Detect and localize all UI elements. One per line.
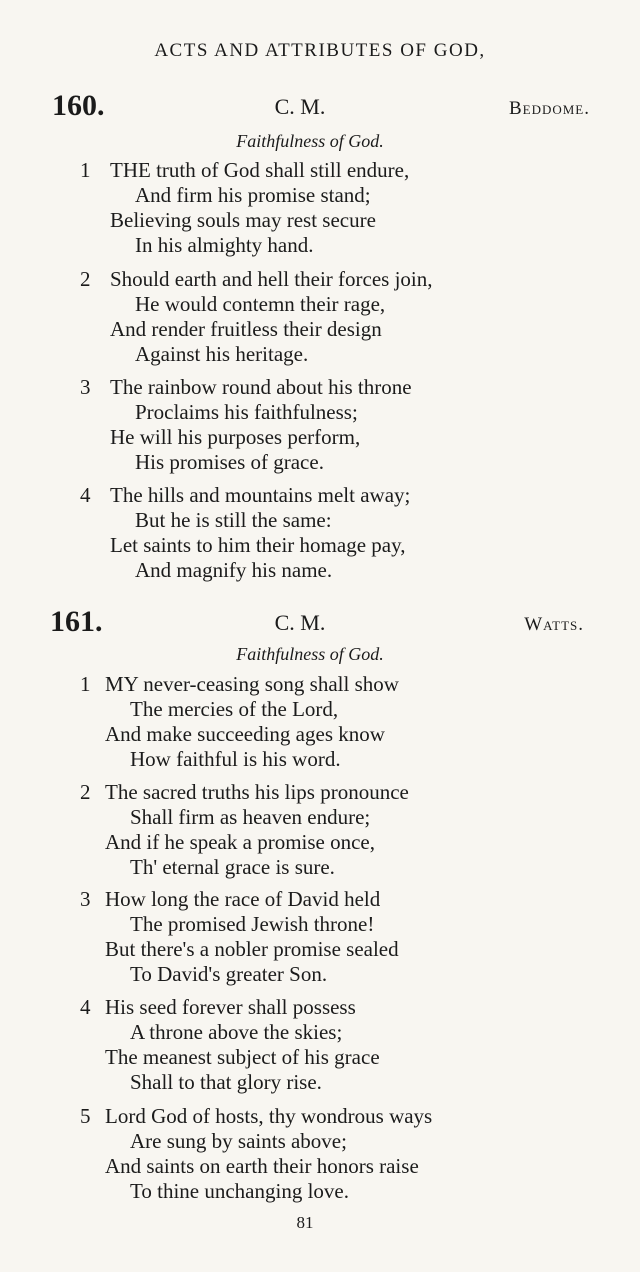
- verse-line: Should earth and hell their forces join,: [110, 267, 433, 291]
- verse-line: The meanest subject of his grace: [105, 1045, 380, 1069]
- stanza-number: 1: [80, 158, 91, 182]
- verse-line: He will his purposes perform,: [110, 425, 361, 449]
- verse-line: To thine unchanging love.: [130, 1179, 349, 1203]
- verse-line: In his almighty hand.: [135, 233, 314, 257]
- hymn-subject: Faithfulness of God.: [236, 644, 384, 664]
- stanza-number: 2: [80, 780, 91, 804]
- verse-line: The rainbow round about his throne: [110, 375, 412, 399]
- verse-line: His seed forever shall possess: [105, 995, 356, 1019]
- verse-line: And render fruitless their design: [110, 317, 382, 341]
- verse-line: Are sung by saints above;: [130, 1129, 347, 1153]
- verse-line: Lord God of hosts, thy wondrous ways: [105, 1104, 433, 1128]
- stanza-number: 5: [80, 1104, 91, 1128]
- verse-line: THE truth of God shall still endure,: [110, 158, 410, 182]
- running-head: ACTS AND ATTRIBUTES OF GOD,: [154, 40, 486, 61]
- stanza-number: 1: [80, 672, 91, 696]
- verse-line: Proclaims his faithfulness;: [135, 400, 358, 424]
- verse-line: His promises of grace.: [135, 450, 324, 474]
- verse-line: The promised Jewish throne!: [130, 912, 375, 936]
- verse-line: MY never-ceasing song shall show: [105, 672, 399, 696]
- hymn-meter: C. M.: [274, 94, 326, 119]
- verse-line: A throne above the skies;: [130, 1020, 343, 1044]
- verse-line: And if he speak a promise once,: [105, 830, 375, 854]
- stanza-number: 4: [80, 483, 91, 507]
- verse-line: And magnify his name.: [135, 558, 333, 582]
- verse-line: Let saints to him their homage pay,: [110, 533, 406, 557]
- hymn-header-160: [0, 88, 640, 124]
- verse-line: Th' eternal grace is sure.: [130, 855, 335, 879]
- verse-line: Shall to that glory rise.: [130, 1070, 322, 1094]
- verse-line: He would contemn their rage,: [135, 292, 386, 316]
- verse-line: How long the race of David held: [105, 887, 381, 911]
- hymn-header-161: [0, 604, 640, 640]
- hymn-number: 160.: [52, 89, 105, 122]
- hymn-number: 161.: [50, 605, 103, 638]
- verse-line: The hills and mountains melt away;: [110, 483, 411, 507]
- stanza-number: 4: [80, 995, 91, 1019]
- page-number: 81: [296, 1213, 314, 1232]
- stanza-number: 3: [80, 375, 91, 399]
- verse-line: And firm his promise stand;: [135, 183, 371, 207]
- hymn-subject: Faithfulness of God.: [236, 131, 384, 151]
- verse-line: But there's a nobler promise sealed: [105, 937, 399, 961]
- verse-line: The sacred truths his lips pronounce: [105, 780, 409, 804]
- hymn-composer: Watts.: [524, 614, 584, 635]
- verse-line: Against his heritage.: [135, 342, 309, 366]
- verse-line: But he is still the same:: [135, 508, 332, 532]
- hymn-composer: Beddome.: [508, 98, 590, 119]
- verse-line: And saints on earth their honors raise: [105, 1154, 419, 1178]
- verse-line: And make succeeding ages know: [105, 722, 385, 746]
- verse-line: Believing souls may rest secure: [110, 208, 376, 232]
- verse-line: To David's greater Son.: [130, 962, 328, 986]
- hymn-meter: C. M.: [274, 610, 326, 635]
- stanza-number: 3: [80, 887, 91, 911]
- verse-line: The mercies of the Lord,: [130, 697, 339, 721]
- verse-line: How faithful is his word.: [130, 747, 341, 771]
- stanza-number: 2: [80, 267, 91, 291]
- verse-line: Shall firm as heaven endure;: [130, 805, 371, 829]
